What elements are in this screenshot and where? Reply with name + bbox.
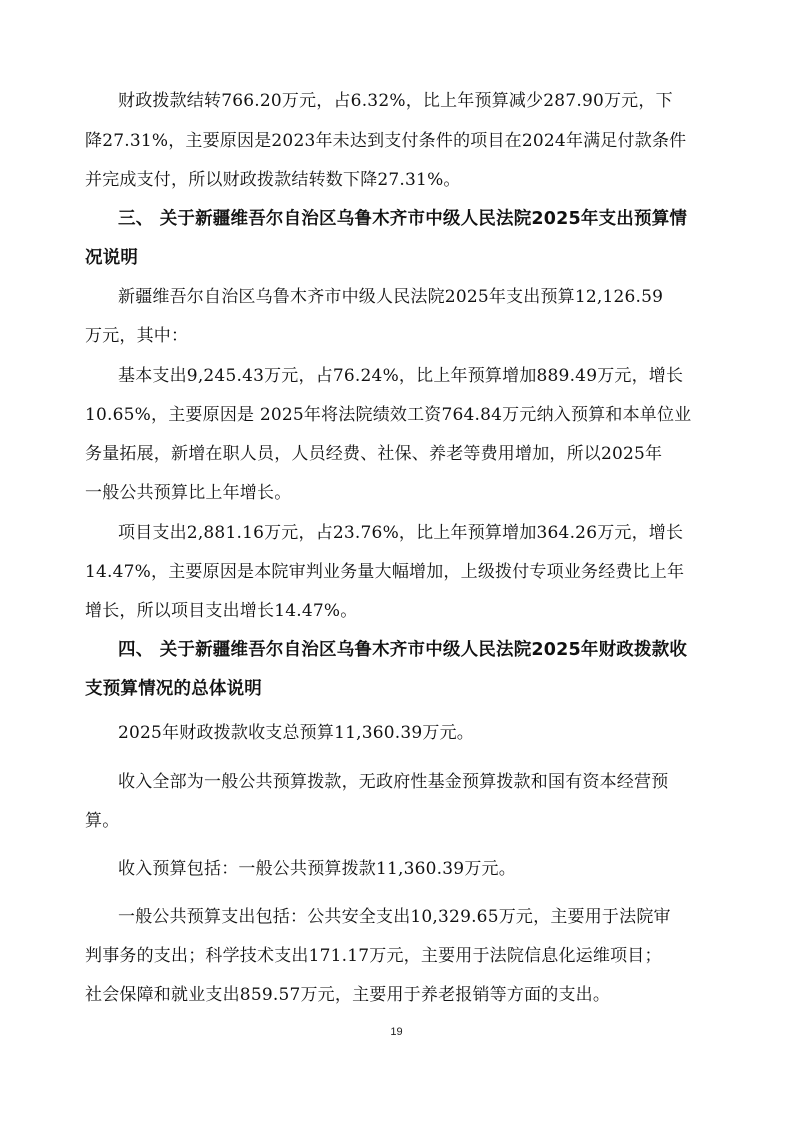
paragraph-line: 一般公共预算比上年增长。 bbox=[85, 483, 292, 503]
paragraph-line: 14.47%，主要原因是本院审判业务量大幅增加，上级拨付专项业务经费比上年 bbox=[85, 562, 685, 582]
paragraph-line: 财政拨款结转766.20万元，占6.32%，比上年预算减少287.90万元，下 bbox=[118, 91, 673, 111]
heading-line: 三、 关于新疆维吾尔自治区乌鲁木齐市中级人民法院2025年支出预算情 bbox=[118, 209, 688, 229]
paragraph-line: 一般公共预算支出包括：公共安全支出10,329.65万元，主要用于法院审 bbox=[118, 907, 671, 927]
paragraph-line: 社会保障和就业支出859.57万元，主要用于养老报销等方面的支出。 bbox=[85, 985, 611, 1005]
paragraph-line: 收入全部为一般公共预算拨款，无政府性基金预算拨款和国有资本经营预 bbox=[118, 772, 669, 792]
heading-line: 四、 关于新疆维吾尔自治区乌鲁木齐市中级人民法院2025年财政拨款收 bbox=[118, 640, 688, 660]
page-number: 19 bbox=[390, 1026, 403, 1038]
paragraph-line: 10.65%，主要原因是 2025年将法院绩效工资764.84万元纳入预算和本单位业 bbox=[85, 405, 692, 425]
paragraph-line: 算。 bbox=[85, 811, 120, 831]
paragraph-line: 务量拓展，新增在职人员，人员经费、社保、养老等费用增加，所以2025年 bbox=[85, 444, 663, 464]
heading-line: 支预算情况的总体说明 bbox=[85, 679, 262, 699]
paragraph-line: 判事务的支出；科学技术支出171.17万元，主要用于法院信息化运维项目； bbox=[85, 946, 662, 966]
paragraph-line: 新疆维吾尔自治区乌鲁木齐市中级人民法院2025年支出预算12,126.59 bbox=[118, 287, 664, 307]
paragraph-line: 万元，其中： bbox=[85, 326, 189, 346]
paragraph-line: 增长，所以项目支出增长14.47%。 bbox=[85, 601, 358, 621]
paragraph-line: 降27.31%，主要原因是2023年未达到支付条件的项目在2024年满足付款条件 bbox=[85, 131, 687, 151]
heading-line: 况说明 bbox=[85, 248, 139, 268]
paragraph-line: 收入预算包括：一般公共预算拨款11,360.39万元。 bbox=[118, 859, 516, 879]
paragraph-line: 项目支出2,881.16万元，占23.76%，比上年预算增加364.26万元，增长 bbox=[118, 523, 684, 543]
paragraph-line: 基本支出9,245.43万元，占76.24%，比上年预算增加889.49万元，增长 bbox=[118, 366, 684, 386]
paragraph-line: 并完成支付，所以财政拨款结转数下降27.31%。 bbox=[85, 170, 461, 190]
paragraph-line: 2025年财政拨款收支总预算11,360.39万元。 bbox=[118, 723, 474, 743]
